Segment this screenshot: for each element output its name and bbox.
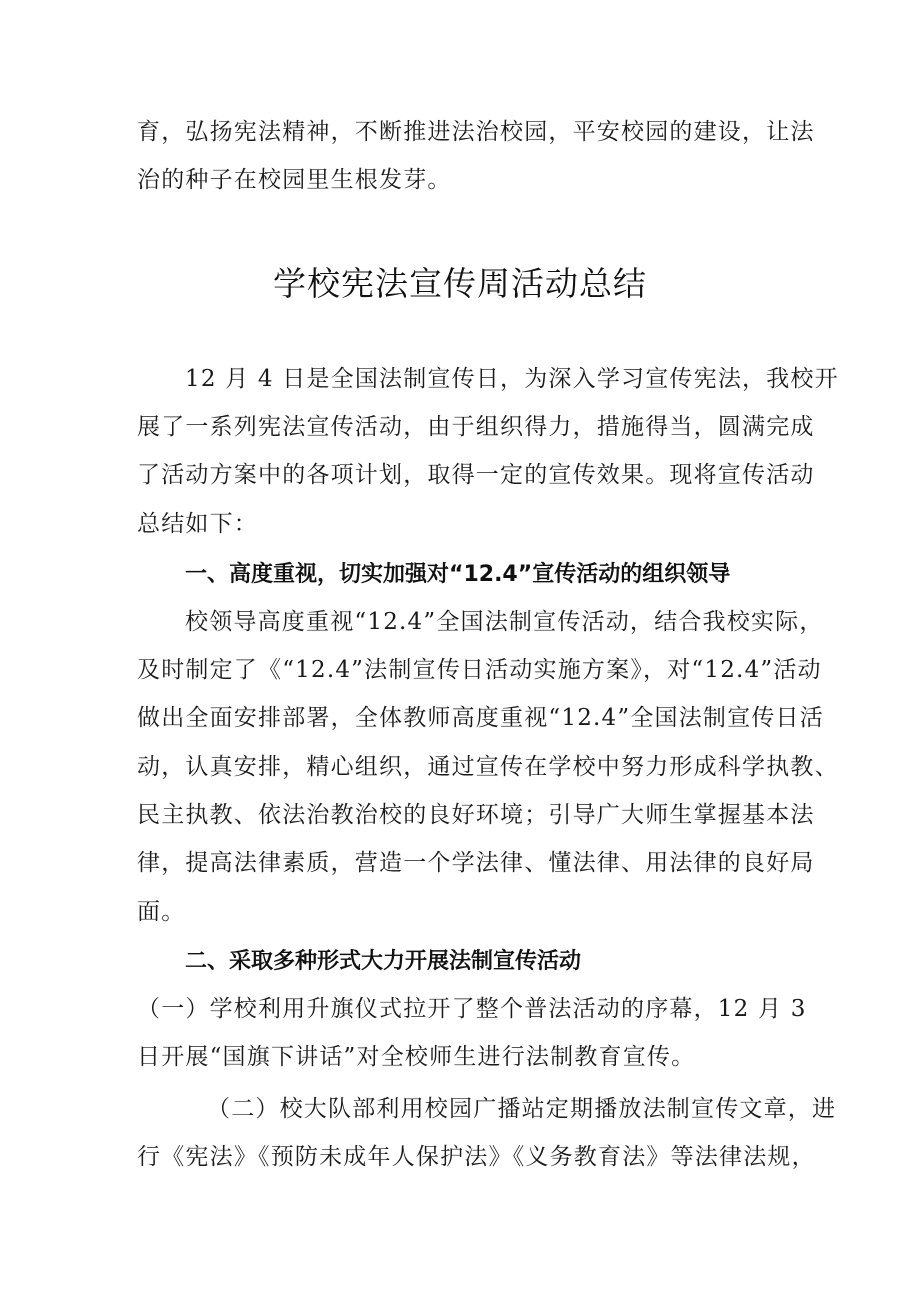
para2-line-1: 校领导高度重视“12.4”全国法制宣传活动，结合我校实际， <box>185 609 824 635</box>
para2-line-5: 民主执教、依法治教治校的良好环境；引导广大师生掌握基本法 <box>137 802 815 828</box>
para2-line-2: 及时制定了《“12.4”法制宣传日活动实施方案》，对“12.4”活动 <box>137 657 822 683</box>
para4-line-1: （二）校大队部利用校园广播站定期播放法制宣传文章，进 <box>207 1096 837 1122</box>
section-heading-2: 二、采取多种形式大力开展法制宣传活动 <box>185 949 582 974</box>
intro-line-2: 治的种子在校园里生根发芽。 <box>137 167 452 193</box>
para3-line-2: 日开展“国旗下讲话”对全校师生进行法制教育宣传。 <box>137 1044 696 1070</box>
section-heading-1: 一、高度重视，切实加强对“12.4”宣传活动的组织领导 <box>185 562 731 587</box>
para1-line-4: 总结如下： <box>137 511 258 537</box>
para2-line-3: 做出全面安排部署，全体教师高度重视“12.4”全国法制宣传日活 <box>137 705 824 731</box>
para4-line-2: 行《宪法》《预防未成年人保护法》《义务教育法》等法律法规， <box>137 1144 816 1170</box>
document-title: 学校宪法宣传周活动总结 <box>273 264 647 303</box>
para2-line-6: 律，提高法律素质，营造一个学法律、懂法律、用法律的良好局 <box>137 850 815 876</box>
para2-line-4: 动，认真安排，精心组织，通过宣传在学校中努力形成科学执教、 <box>137 754 839 780</box>
para3-line-1: （一）学校利用升旗仪式拉开了整个普法活动的序幕，12 月 3 <box>137 996 807 1022</box>
intro-line-1: 育，弘扬宪法精神，不断推进法治校园，平安校园的建设，让法 <box>137 119 815 145</box>
para2-line-7: 面。 <box>137 899 186 925</box>
para1-line-2: 展了一系列宪法宣传活动，由于组织得力，措施得当，圆满完成 <box>137 414 815 440</box>
para1-line-1: 12 月 4 日是全国法制宣传日，为深入学习宣传宪法，我校开 <box>185 366 839 392</box>
para1-line-3: 了活动方案中的各项计划，取得一定的宣传效果。现将宣传活动 <box>137 462 815 488</box>
